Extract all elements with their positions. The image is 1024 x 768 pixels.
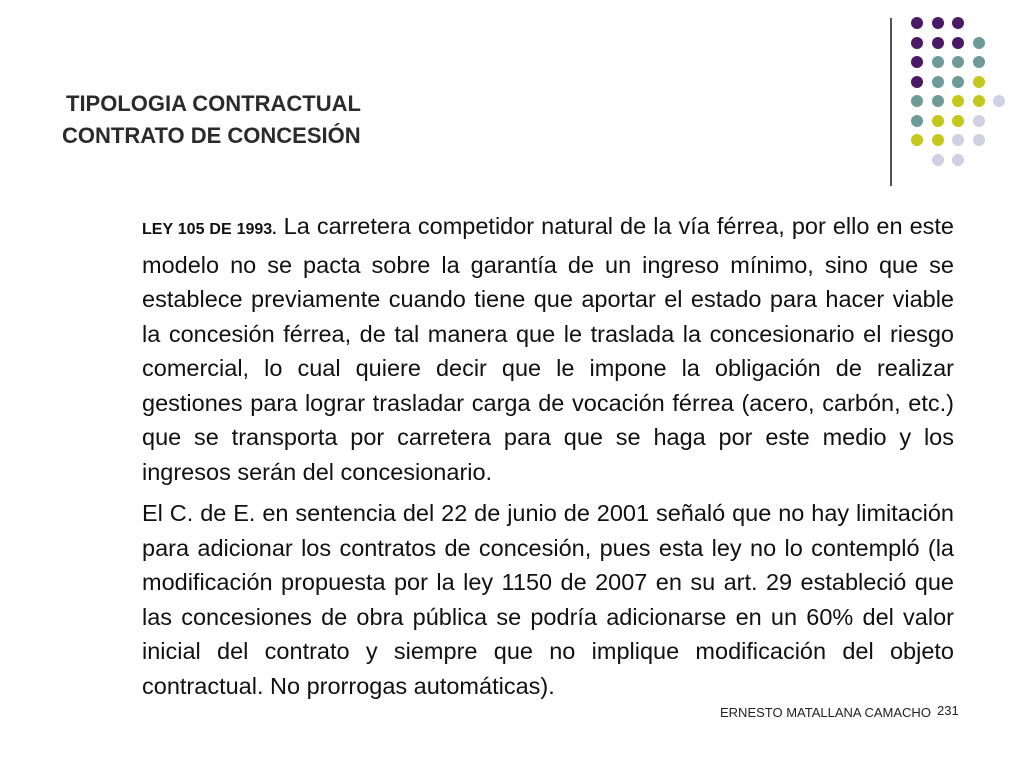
decorative-dot <box>952 37 964 49</box>
decorative-dot <box>932 115 944 127</box>
decorative-dot <box>932 134 944 146</box>
slide-title-line-1: TIPOLOGIA CONTRACTUAL <box>66 91 361 116</box>
decorative-dot <box>952 95 964 107</box>
decorative-dot <box>993 95 1005 107</box>
decorative-dot <box>911 76 923 88</box>
decorative-dot <box>952 56 964 68</box>
decorative-dot <box>952 154 964 166</box>
decorative-dot <box>973 115 985 127</box>
decorative-dot <box>911 56 923 68</box>
decorative-dot <box>973 56 985 68</box>
footer-author: ERNESTO MATALLANA CAMACHO <box>720 705 931 720</box>
decorative-dot <box>932 17 944 29</box>
decorative-dot <box>932 37 944 49</box>
page-number: 231 <box>937 703 959 718</box>
paragraph-ley-105 <box>142 209 954 489</box>
decorative-dot <box>911 115 923 127</box>
slide-title-line-2: CONTRATO DE CONCESIÓN <box>62 123 361 148</box>
decorative-dot <box>911 95 923 107</box>
decorative-dot <box>932 95 944 107</box>
decorative-dot <box>911 134 923 146</box>
decorative-dot <box>952 76 964 88</box>
slide-body <box>142 209 954 710</box>
decorative-dot <box>952 134 964 146</box>
decorative-dot-grid <box>0 0 1024 200</box>
decorative-dot <box>952 115 964 127</box>
paragraph-1-text: La carretera competidor natural de la vía férrea, por ello en este modelo no se pacta sobre la garantía de un ingreso mínimo, sino que se establece previamente cuando tiene que aportar el estado para hacer viable la concesión férrea, de tal manera que le traslada la concesionario el riesgo comercial, lo cual quiere decir que le impone la obligación de realizar gestiones para lograr trasladar carga de vocación férrea (acero, carbón, etc.) que se transporta por carretera para que se haga por este medio y los ingresos serán del concesionario. <box>142 213 955 485</box>
decorative-dot <box>973 134 985 146</box>
decorative-dot <box>911 17 923 29</box>
decorative-dot <box>911 37 923 49</box>
paragraph-2-text: El C. de E. en sentencia del 22 de junio de 2001 señaló que no hay limitación para adicionar los contratos de concesión, pues esta ley no lo contempló (la modificación propuesta por la ley 1150 de 2007 en su art. 29 estableció que las concesiones de obra pública se podría adicionarse en un 60% del valor inicial del contrato y siempre que no implique modificación del objeto contractual. No prorrogas automáticas). <box>142 500 954 699</box>
decorative-dot <box>973 37 985 49</box>
decorative-dot <box>973 95 985 107</box>
decorative-dot <box>932 76 944 88</box>
decorative-dot <box>932 154 944 166</box>
paragraph-lead: LEY 105 DE 1993. <box>142 221 277 238</box>
decorative-dot <box>952 17 964 29</box>
decorative-dot <box>932 56 944 68</box>
decorative-dot <box>973 76 985 88</box>
